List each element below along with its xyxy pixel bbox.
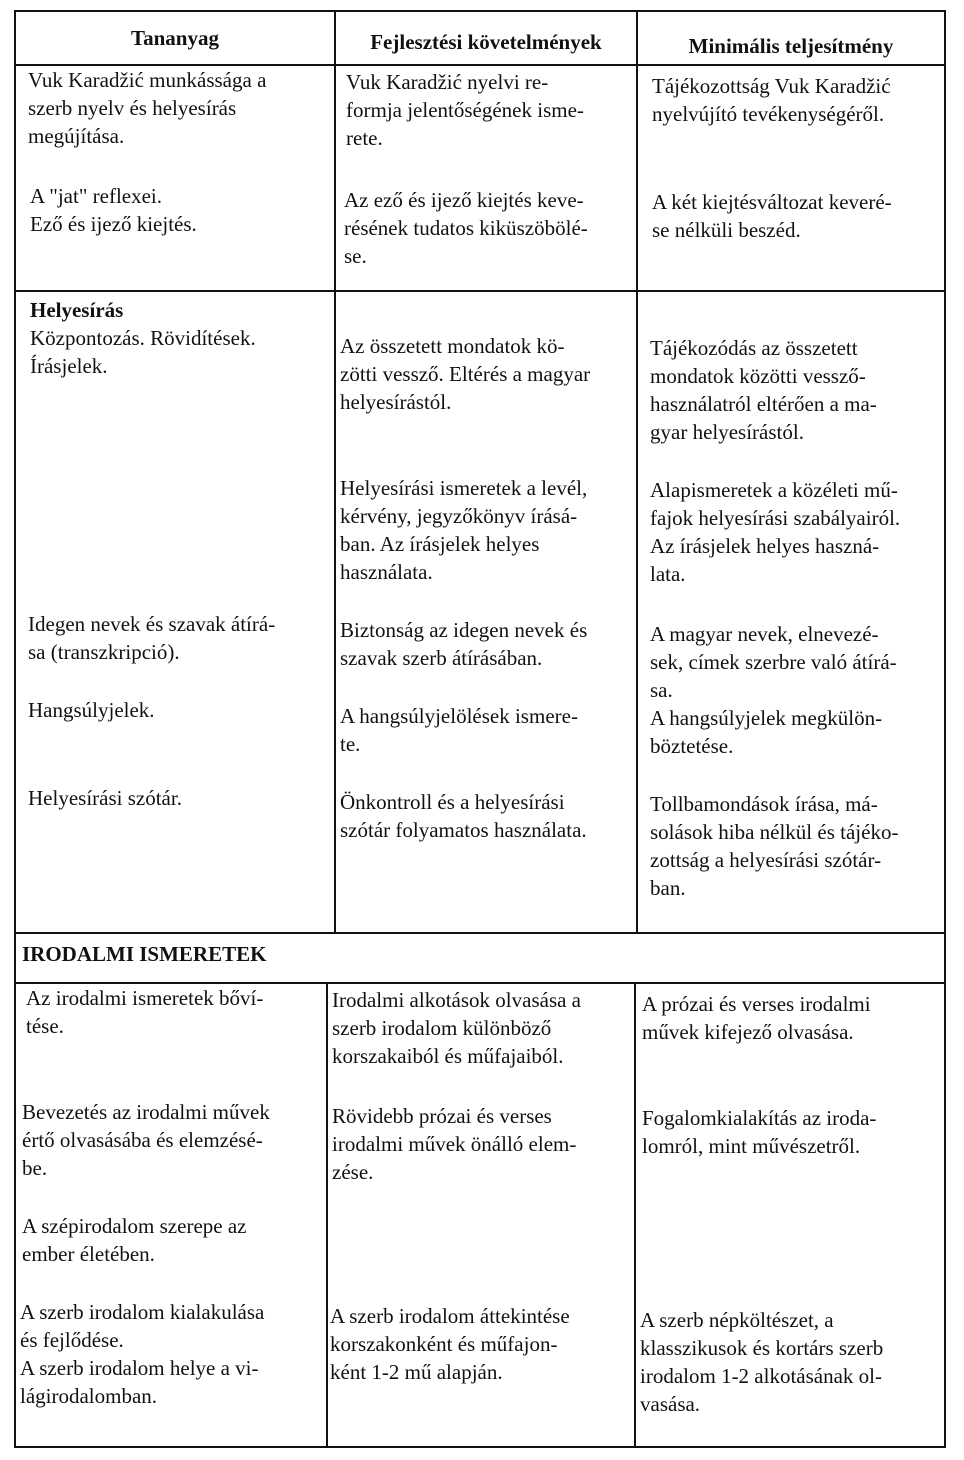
col-divider-1b: [326, 982, 328, 1448]
row2-col1-cell: Központozás. Rövidítések. Írásjelek.: [30, 326, 256, 378]
row2-col3-cell: Alapismeretek a közéleti mű- fajok helyesírási szabályairól. Az írásjelek helyes haszná- lata.: [650, 478, 901, 586]
header-minimalis: Minimális teljesítmény: [688, 34, 894, 58]
row-divider-1: [14, 290, 946, 292]
row1-col3-cell: Tájékozottság Vuk Karadžić nyelvújító tevékenységéről.: [652, 74, 891, 126]
row1-col2-cell: Az ező és ijező kiejtés keve- résének tudatos kiküszöbölé- se.: [344, 188, 588, 268]
row3-col1-cell: Az irodalmi ismeretek bőví- tése.: [26, 986, 264, 1038]
row2-heading: Helyesírás: [30, 298, 124, 322]
row3-col3-cell: Fogalomkialakítás az iroda- lomról, mint művészetről.: [642, 1106, 877, 1158]
row1-col1-cell: Vuk Karadžić munkássága a szerb nyelv és helyesírás megújítása.: [28, 68, 267, 148]
section-title: IRODALMI ISMERETEK: [22, 942, 267, 966]
row3-col2-cell: Rövidebb prózai és verses irodalmi művek önálló elem- zése.: [332, 1104, 577, 1184]
row3-col3-cell: A szerb népköltészet, a klasszikusok és kortárs szerb irodalom 1-2 alkotásának ol- vasása.: [640, 1308, 884, 1416]
row3-col1-cell: A szépirodalom szerepe az ember életében.: [22, 1214, 247, 1266]
row3-col1-cell: A szerb irodalom kialakulása és fejlődése. A szerb irodalom helye a vi- lágirodalomban.: [20, 1300, 265, 1408]
col-divider-2b: [634, 982, 636, 1448]
row1-col3-cell: A két kiejtésváltozat keveré- se nélküli beszéd.: [652, 190, 892, 242]
row2-col2-cell: A hangsúlyjelölések ismere- te.: [340, 704, 578, 756]
row2-col1-cell: Hangsúlyjelek.: [28, 698, 155, 722]
row3-col3-cell: A prózai és verses irodalmi művek kifejező olvasása.: [642, 992, 871, 1044]
col-divider-1a: [334, 10, 336, 932]
row2-col3-cell: Tollbamondások írása, má- solások hiba nélkül és tájéko- zottság a helyesírási szótár- ban.: [650, 792, 899, 900]
row2-col2-cell: Önkontroll és a helyesírási szótár folyamatos használata.: [340, 790, 587, 842]
row2-col3-cell: Tájékozódás az összetett mondatok közötti vessző- használatról eltérően a ma- gyar helyesírástól.: [650, 336, 877, 444]
row2-col3-cell: A magyar nevek, elnevezé- sek, címek szerbre való átírá- sa. A hangsúlyjelek megkülön- böztetése.: [650, 622, 897, 758]
row2-col2-cell: Helyesírási ismeretek a levél, kérvény, jegyzőkönyv írásá- ban. Az írásjelek helyes használata.: [340, 476, 588, 584]
header-tananyag: Tananyag: [131, 26, 219, 50]
row2-col2-cell: Az összetett mondatok kö- zötti vessző. Eltérés a magyar helyesírástól.: [340, 334, 591, 414]
row2-col1-cell: Helyesírási szótár.: [28, 786, 182, 810]
row1-col1-cell: A "jat" reflexei. Ező és ijező kiejtés.: [30, 184, 197, 236]
row2-col2-cell: Biztonság az idegen nevek és szavak szerb átírásában.: [340, 618, 588, 670]
row3-col1-cell: Bevezetés az irodalmi művek értő olvasásába és elemzésé- be.: [22, 1100, 270, 1180]
row2-col1-cell: Idegen nevek és szavak átírá- sa (transzkripció).: [28, 612, 276, 664]
row3-col2-cell: A szerb irodalom áttekintése korszakonként és műfajon- ként 1-2 mű alapján.: [330, 1304, 570, 1384]
col-divider-2a: [636, 10, 638, 932]
row1-col2-cell: Vuk Karadžić nyelvi re- formja jelentőségének isme- rete.: [346, 70, 584, 150]
row3-col2-cell: Irodalmi alkotások olvasása a szerb irodalom különböző korszakaiból és műfajaiból.: [332, 988, 582, 1068]
row-divider-2: [14, 932, 946, 934]
header-fejlesztesi: Fejlesztési követelmények: [370, 30, 602, 54]
